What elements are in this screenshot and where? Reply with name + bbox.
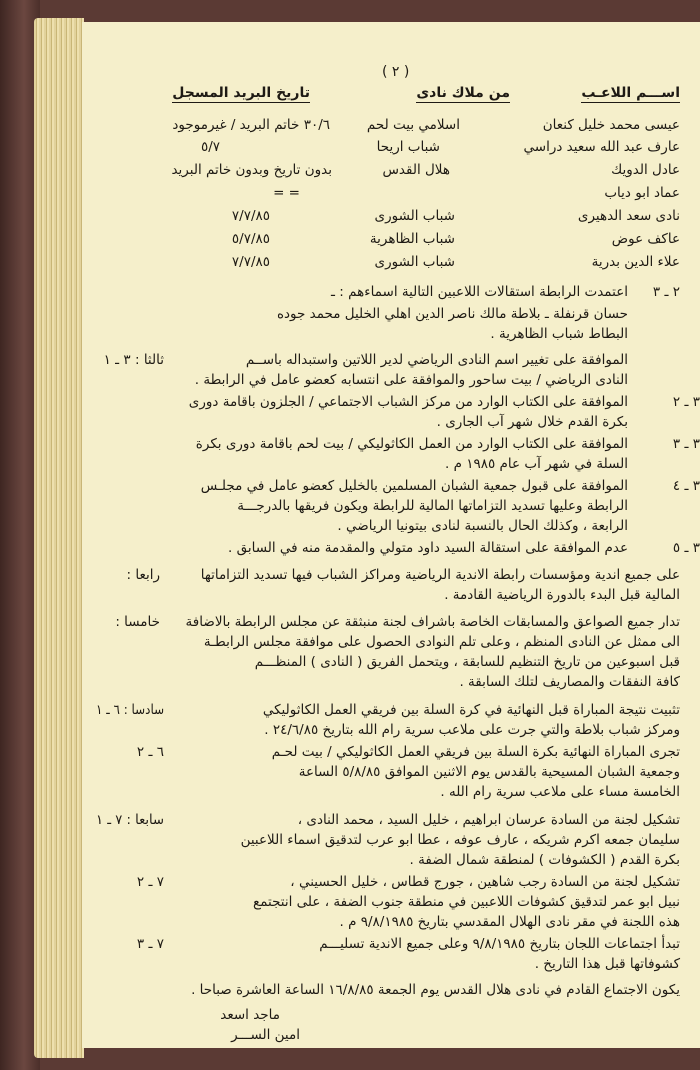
decision-line: كافة النفقات والمصاريف لتلك السابقة . [459, 674, 680, 690]
document-page [82, 22, 700, 1048]
header-from-club: من ملاك نادى [416, 85, 510, 101]
signature-name: ماجد اسعد [220, 1007, 280, 1023]
postmark-date: = = [273, 185, 300, 201]
page-number: ( ٢ ) [382, 64, 410, 80]
decision-line: وجمعية الشبان المسيحية بالقدس يوم الاثنين الموافق ٥/٨/٨٥ الساعة [298, 764, 680, 780]
postmark-date: ٧/٧/٨٥ [231, 254, 270, 270]
player-name: عيسى محمد خليل كنعان [542, 117, 680, 133]
decision-line: بكرة القدم ( الكشوفات ) لمنطقة شمال الضفة . [409, 852, 680, 868]
club-name: شباب اريحا [376, 139, 440, 155]
decision-line: تشكيل لجنة من السادة رجب شاهين ، جورج قطاس ، خليل الحسيني ، [290, 874, 680, 890]
section-label-third: ثالثا : ٣ ـ ١ [103, 352, 164, 368]
section-label-seventh: سابعا : ٧ ـ ١ [95, 812, 164, 828]
decision-line: النادى الرياضي / بيت ساحور والموافقة على انتسابه كعضو عامل في الرابطة . [194, 372, 628, 388]
item-number: ٦ ـ ٢ [136, 744, 164, 760]
club-name: اسلامي بيت لحم [366, 117, 460, 133]
player-name: علاء الدين بدرية [591, 254, 680, 270]
decision-line: السلة في شهر آب عام ١٩٨٥ م . [445, 456, 628, 472]
item-number: ٧ ـ ٣ [136, 936, 164, 952]
item-number-2-3: ٢ ـ ٣ [652, 284, 680, 300]
decision-line: الموافقة على الكتاب الوارد من مركز الشباب الاجتماعي / الجلزون باقامة دورى [188, 394, 628, 410]
decision-line: الخامسة مساء على ملاعب سرية رام الله . [440, 784, 680, 800]
section-label-sixth: سادسا : ٦ ـ ١ [95, 702, 164, 718]
decision-line: الى ممثل عن النادى المنظم ، وعلى تلم النوادى الحصول على موافقة مجلس الرابطـة [203, 634, 680, 650]
player-name: عارف عبد الله سعيد دراسي [523, 139, 680, 155]
decision-line: الموافقة على الكتاب الوارد من العمل الكاثوليكي / بيت لحم باقامة دورى بكرة [195, 436, 628, 452]
item-number: ٣ ـ ٢ [672, 394, 700, 410]
decision-line: تثبيت نتيجة المباراة قبل النهائية في كرة السلة بين فريقي العمل الكاثوليكي [262, 702, 680, 718]
player-name: عادل الدويك [611, 162, 680, 178]
resignations-names: البطاط شباب الظاهرية . [490, 326, 628, 342]
player-name: نادى سعد الدهيرى [577, 208, 680, 224]
resignations-text: اعتمدت الرابطة استقالات اللاعبين التالية اسماءهم : ـ [331, 284, 628, 300]
decision-line: تدار جميع الصواعق والمسابقات الخاصة باشراف لجنة منبثقة عن مجلس الرابطة بالاضافة [185, 614, 680, 630]
item-number: ٧ ـ ٢ [136, 874, 164, 890]
item-number: ٣ ـ ٤ [672, 478, 700, 494]
decision-line: ومركز شباب بلاطة والتي جرت على ملاعب سرية رام الله بتاريخ ٢٤/٦/٨٥ . [264, 722, 680, 738]
decision-line: المالية قبل البدء بالدورة الرياضية القادمة . [444, 587, 680, 603]
section-label-fifth: خامسا : [115, 614, 160, 630]
decision-line: كشوفاتها قبل هذا التاريخ . [534, 956, 680, 972]
decision-line: عدم الموافقة على استقالة السيد داود متولي والمقدمة منه في السابق . [228, 540, 628, 556]
postmark-date: بدون تاريخ وبدون خاتم البريد [171, 162, 332, 178]
decision-line: تبدأ اجتماعات اللجان بتاريخ ٩/٨/١٩٨٥ وعلى جميع الاندية تسليـــم [319, 936, 680, 952]
decision-line: بكرة القدم خلال شهر آب الجارى . [436, 414, 628, 430]
club-name: شباب الظاهرية [369, 231, 455, 247]
decision-line: الرابعة ، وكذلك الحال بالنسبة لنادى بيتونيا الرياضي . [337, 518, 628, 534]
club-name: شباب الشورى [374, 254, 455, 270]
decision-line: تجرى المباراة النهائية بكرة السلة بين فريقي العمل الكاثوليكي / بيت لحـم [271, 744, 680, 760]
section-label-fourth: رابعا : [126, 567, 160, 583]
decision-line: تشكيل لجنة من السادة عرسان ابراهيم ، خليل السيد ، محمد النادى ، [297, 812, 680, 828]
decision-line: الموافقة على قبول جمعية الشبان المسلمين بالخليل كعضو عامل في مجلـس [200, 478, 628, 494]
item-number: ٣ ـ ٣ [672, 436, 700, 452]
decision-line: الرابطة وعليها تسديد التزاماتها المالية للرابطة ويكون فريقها بالدرجـــة [237, 498, 628, 514]
resignations-names: حسان قرنفلة ـ بلاطة مالك ناصر الدين اهلي الخليل محمد جوده [276, 306, 628, 322]
club-name: شباب الشورى [374, 208, 455, 224]
club-name: هلال القدس [382, 162, 450, 178]
postmark-date: ٧/٧/٨٥ [231, 208, 270, 224]
header-player: اســـم اللاعـب [581, 85, 680, 101]
decision-line: على جميع اندية ومؤسسات رابطة الاندية الرياضية ومراكز الشباب فيها تسديد التزاماتها [200, 567, 680, 583]
next-meeting-text: يكون الاجتماع القادم في نادى هلال القدس يوم الجمعة ١٦/٨/٨٥ الساعة العاشرة صباحا . [191, 982, 680, 998]
player-name: عاكف عوض [611, 231, 680, 247]
decision-line: نبيل ابو عمر لتدقيق كشوفات اللاعبين في منطقة جنوب الضفة ، على انتجتمع [253, 894, 680, 910]
signature-title: امين الســـر [231, 1027, 300, 1043]
decision-line: سليمان جمعه اكرم شريكه ، عارف عوفه ، عطا ابو عرب لتدقيق اسماء اللاعبين [240, 832, 680, 848]
player-name: عماد ابو دياب [604, 185, 680, 201]
postmark-date: ٣٠/٦ خاتم البريد / غيرموجود [172, 117, 330, 133]
decision-line: الموافقة على تغيير اسم النادى الرياضي لدير اللاتين واستبداله باســم [245, 352, 628, 368]
postmark-date: ٥/٧/٨٥ [231, 231, 270, 247]
decision-line: هذه اللجنة في مقر نادى الهلال المقدسي بتاريخ ٩/٨/١٩٨٥ م . [339, 914, 680, 930]
header-postmark: تاريخ البريد المسجل [172, 85, 310, 101]
item-number: ٣ ـ ٥ [672, 540, 700, 556]
postmark-date: ٥/٧ [200, 139, 220, 155]
page-edges [34, 18, 84, 1058]
decision-line: قبل اسبوعين من تاريخ التنظيم للسابقة ، ويتحمل الفريق ( النادى ) المنظـــم [254, 654, 680, 670]
